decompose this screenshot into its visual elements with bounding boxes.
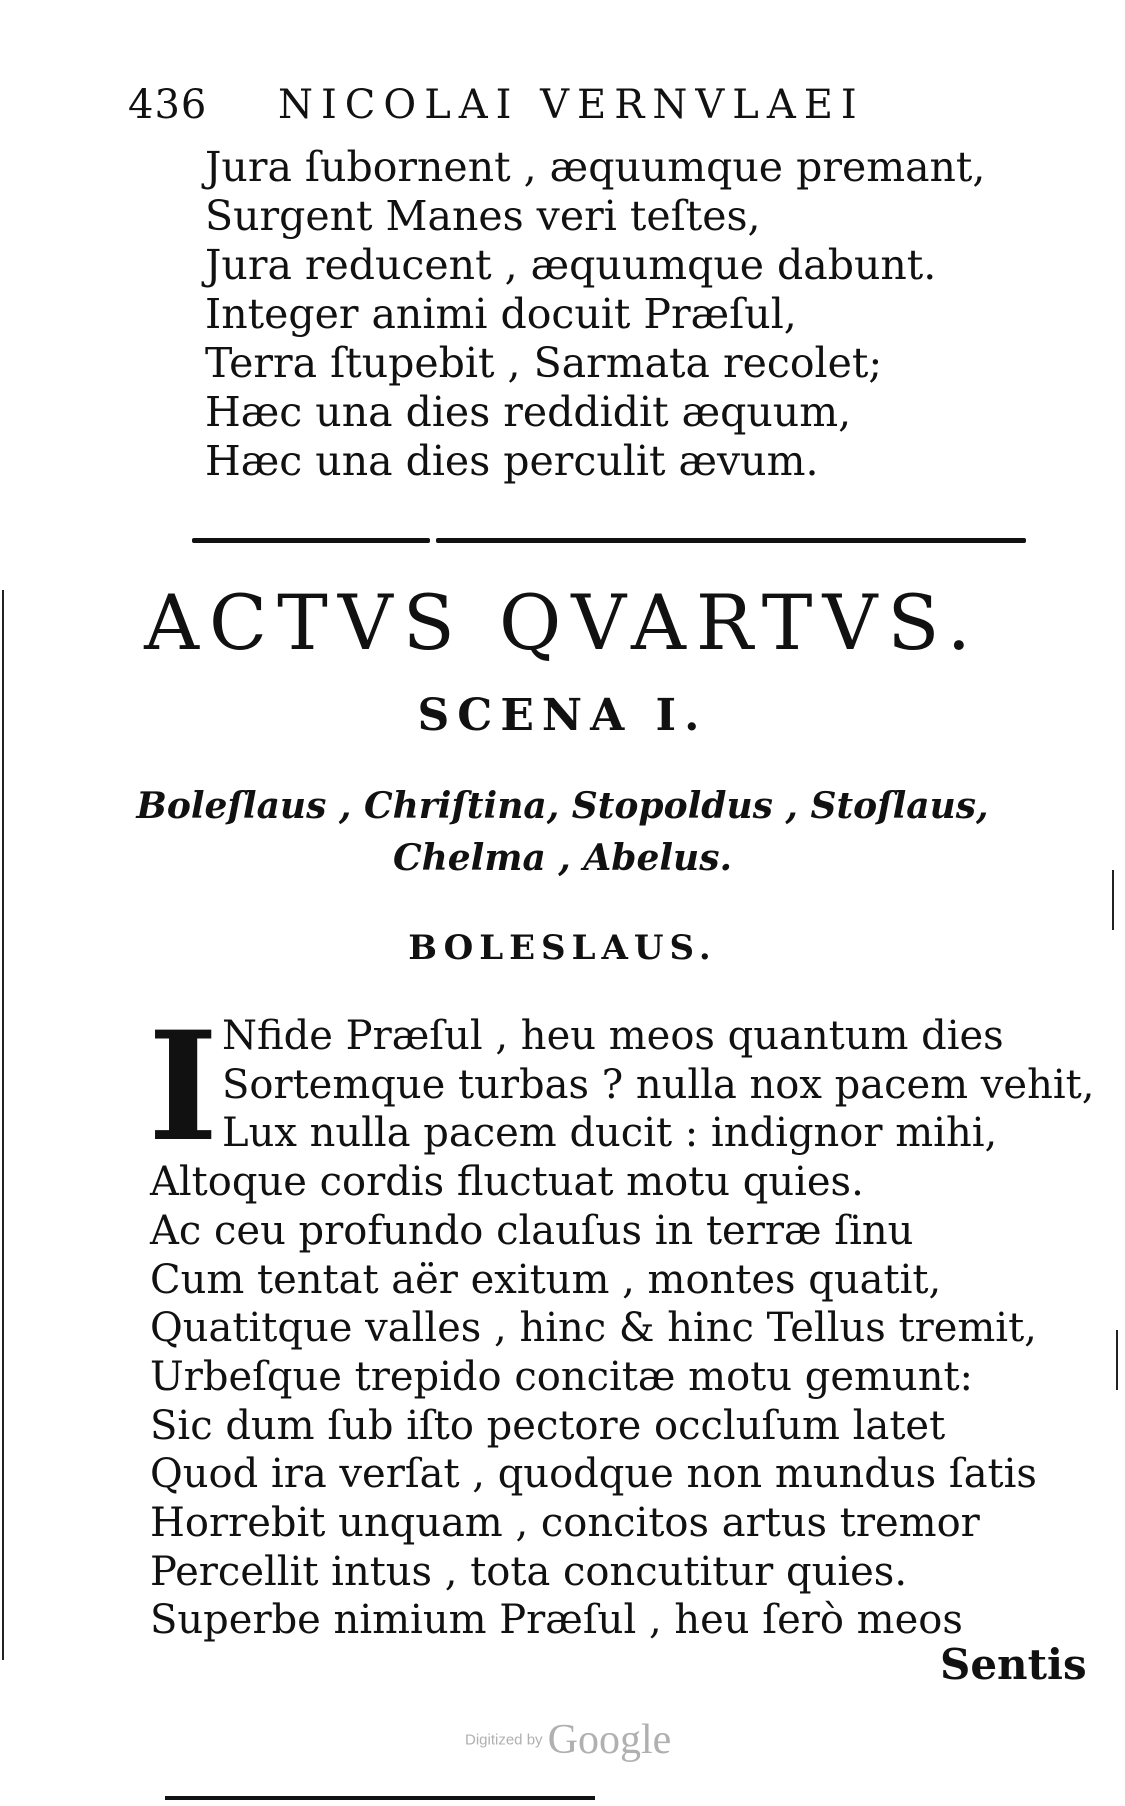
- catchword: Sentis: [940, 1640, 1087, 1689]
- verse-line: Surgent Manes veri teſtes,: [205, 192, 761, 240]
- section-divider-left: [192, 538, 430, 543]
- speaker-name: BOLESLAUS.: [408, 928, 717, 968]
- page-number: 436: [128, 82, 208, 128]
- speech-line: Cum tentat aër exitum , montes quatit,: [150, 1256, 942, 1303]
- verse-line: Terra ſtupebit , Sarmata recolet;: [205, 339, 883, 387]
- speech-line: Nfide Præſul , heu meos quantum dies: [222, 1013, 1004, 1059]
- verse-block: [205, 143, 985, 486]
- speech-line: Quod ira verſat , quodque non mundus ſatis: [150, 1451, 1037, 1498]
- speech-line: Superbe nimium Præſul , heu ſerò meos: [150, 1597, 963, 1644]
- speech-line: Quatitque valles , hinc & hinc Tellus tremit,: [150, 1305, 1037, 1352]
- speech-line: Urbeſque trepido concitæ motu gemunt:: [150, 1353, 974, 1400]
- running-head: NICOLAI VERNVLAEI: [278, 82, 865, 128]
- page-edge-right: [1112, 870, 1114, 930]
- verse-line: Hæc una dies reddidit æquum,: [205, 388, 852, 436]
- verse-line: Jura ſubornent , æquumque premant,: [205, 143, 986, 191]
- act-title: ACTVS QVARTVS.: [144, 578, 981, 667]
- watermark-prefix: Digitized by: [465, 1731, 543, 1749]
- page-edge-right: [1116, 1330, 1118, 1390]
- drop-cap: I: [148, 999, 219, 1175]
- speech-line: Sortemque turbas ? nulla nox pacem vehit,: [222, 1061, 1095, 1108]
- verse-line: Jura reducent , æquumque dabunt.: [205, 241, 937, 289]
- speech-line: Altoque cordis fluctuat motu quies.: [150, 1159, 864, 1206]
- speech-line: Ac ceu profundo clauſus in terræ ſinu: [150, 1207, 914, 1254]
- digitization-watermark: [465, 1716, 671, 1764]
- speech-line: Percellit intus , tota concutitur quies.: [150, 1548, 908, 1595]
- page-header: [128, 82, 888, 132]
- speech-block: [148, 999, 1095, 1645]
- watermark-brand: Google: [547, 1717, 672, 1763]
- scene-title: SCENA I.: [417, 690, 708, 741]
- verse-line: Integer animi docuit Præſul,: [205, 290, 797, 338]
- speech-line: Sic dum ſub iſto pectore occluſum latet: [150, 1402, 946, 1449]
- speech-line: Horrebit unquam , concitos artus tremor: [150, 1500, 980, 1547]
- section-divider-right: [436, 538, 1026, 543]
- speech-line: Lux nulla pacem ducit : indignor mihi,: [222, 1110, 998, 1157]
- verse-line: Hæc una dies perculit ævum.: [205, 437, 819, 485]
- dramatis-personae: [0, 780, 1125, 884]
- bottom-scan-edge: [165, 1796, 595, 1800]
- page-edge-left: [2, 590, 4, 1660]
- characters-line: Boleſlaus , Chriſtina, Stopoldus , Stoſlaus,: [136, 785, 989, 827]
- characters-line: Chelma , Abelus.: [392, 837, 733, 879]
